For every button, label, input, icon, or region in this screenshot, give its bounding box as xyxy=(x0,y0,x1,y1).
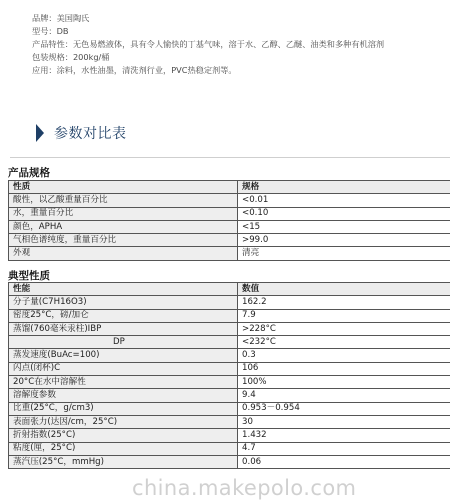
column-header: 性质 xyxy=(9,181,238,194)
table-row xyxy=(9,309,450,322)
property-name: 分子量(C7H16O3) xyxy=(9,296,238,309)
property-name: 溶解度参数 xyxy=(9,389,238,402)
table-row xyxy=(9,402,450,415)
property-value: 清亮 xyxy=(238,247,450,260)
property-name: 密度25°C，磅/加仑 xyxy=(9,309,238,322)
section-title: 参数对比表 xyxy=(54,126,127,142)
property-name: 蒸汽压(25°C，mmHg) xyxy=(9,455,238,468)
table-row xyxy=(9,220,450,233)
property-name: 气相色谱纯度，重量百分比 xyxy=(9,234,238,247)
table-row xyxy=(9,415,450,428)
property-name: 酸性，以乙酸重量百分比 xyxy=(9,194,238,207)
info-model: 型号：DB xyxy=(32,26,69,37)
table-row xyxy=(9,296,450,309)
table-row xyxy=(9,207,450,220)
property-value: <0.10 xyxy=(238,207,450,220)
section-header xyxy=(36,123,127,143)
table-row xyxy=(9,247,450,260)
table-row xyxy=(9,455,450,468)
property-value: <0.01 xyxy=(238,194,450,207)
property-name: 蒸发速度(BuAc=100) xyxy=(9,349,238,362)
property-value: 162.2 xyxy=(238,296,450,309)
property-name: 外观 xyxy=(9,247,238,260)
property-name: 比重(25°C，g/cm3) xyxy=(9,402,238,415)
property-name: 闪点(闭杯)C xyxy=(9,362,238,375)
spec-group-title: 产品规格 xyxy=(8,167,50,179)
property-value: 106 xyxy=(238,362,450,375)
property-value: 1.432 xyxy=(238,429,450,442)
table-header-row xyxy=(9,283,450,296)
table-row xyxy=(9,349,450,362)
table-row xyxy=(9,362,450,375)
table-row xyxy=(9,442,450,455)
property-value: >228°C xyxy=(238,322,450,335)
property-name: 粘度(厘，25°C) xyxy=(9,442,238,455)
property-value: 9.4 xyxy=(238,389,450,402)
property-name: 表面张力(达因/cm，25°C) xyxy=(9,415,238,428)
table-row xyxy=(9,429,450,442)
table-header-row xyxy=(9,181,450,194)
product-info xyxy=(32,12,444,77)
table-row xyxy=(9,234,450,247)
table-row xyxy=(9,376,450,389)
table-row xyxy=(9,389,450,402)
property-value: >99.0 xyxy=(238,234,450,247)
property-name: 蒸馏(760毫米汞柱)IBP xyxy=(9,322,238,335)
typical-group-title: 典型性质 xyxy=(8,270,50,282)
table-row xyxy=(9,194,450,207)
divider xyxy=(10,157,450,158)
property-value: 30 xyxy=(238,415,450,428)
property-name: 折射指数(25°C) xyxy=(9,429,238,442)
column-header: 性能 xyxy=(9,283,238,296)
chevron-right-icon xyxy=(36,124,44,142)
property-name: DP xyxy=(9,336,238,349)
info-brand: 品牌：美国陶氏 xyxy=(32,13,90,23)
property-value: 100% xyxy=(238,376,450,389)
property-value: 7.9 xyxy=(238,309,450,322)
property-value: <232°C xyxy=(238,336,450,349)
column-header: 数值 xyxy=(238,283,450,296)
property-name: 水，重量百分比 xyxy=(9,207,238,220)
info-application: 应用：涂料，水性油墨，清洗剂行业，PVC热稳定剂等。 xyxy=(32,65,237,76)
table-row xyxy=(9,322,450,335)
property-value: 4.7 xyxy=(238,442,450,455)
property-value: 0.3 xyxy=(238,349,450,362)
info-feature: 产品特性：无色易燃液体，具有令人愉快的丁基气味，溶于水、乙醇、乙醚、油类和多种有机溶剂 xyxy=(32,39,385,50)
column-header: 规格 xyxy=(238,181,450,194)
info-packing: 包装规格：200kg/桶 xyxy=(32,52,110,63)
watermark: china.makepolo.com xyxy=(132,476,357,500)
spec-table xyxy=(8,180,450,261)
property-value: 0.06 xyxy=(238,455,450,468)
property-value: <15 xyxy=(238,220,450,233)
property-value: 0.953－0.954 xyxy=(238,402,450,415)
property-name: 颜色，APHA xyxy=(9,220,238,233)
property-name: 20°C在水中溶解性 xyxy=(9,376,238,389)
typical-properties-table xyxy=(8,282,450,469)
table-row xyxy=(9,336,450,349)
